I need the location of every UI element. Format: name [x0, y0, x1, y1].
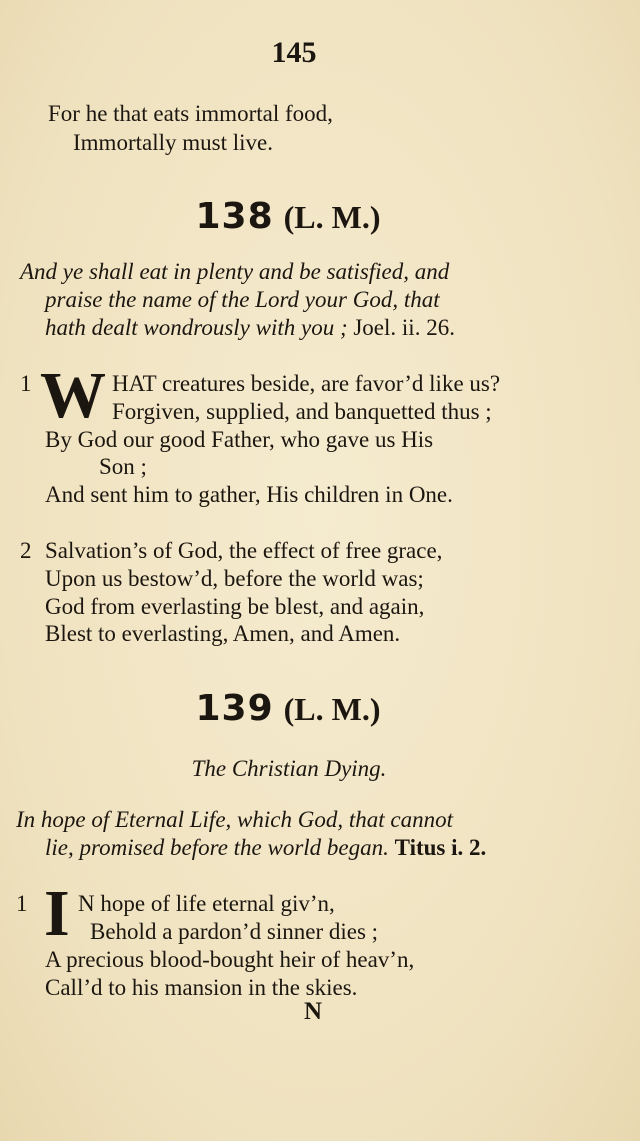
page-number: 145 — [271, 36, 317, 69]
hymn-138-stanza-2-number: 2 — [20, 538, 32, 563]
hymn-139-epigraph-reference: Titus i. 2. — [394, 835, 487, 860]
hymn-139-stanza-1-number: 1 — [16, 891, 28, 916]
hymn-139-meter: (L. M.) — [283, 691, 381, 727]
hymn-138-stanza-1-line-5: And sent him to gather, His children in One. — [45, 482, 453, 507]
hymn-138-epigraph-text-3: hath dealt wondrously with you ; — [45, 315, 348, 340]
hymn-138-stanza-2-line-2: Upon us bestow’d, before the world was; — [45, 566, 424, 591]
hymn-139-stanza-1-line-2: Behold a pardon’d sinner dies ; — [90, 919, 379, 944]
hymn-138-heading — [0, 196, 576, 237]
hymn-138-epigraph-line-1: And ye shall eat in plenty and be satisfied, and — [20, 259, 450, 284]
hymn-139-stanza-1-line-1: N hope of life eternal giv’n, — [78, 891, 335, 916]
hymn-138-drop-cap: W — [40, 359, 106, 432]
hymn-138-stanza-2-line-3: God from everlasting be blest, and again, — [45, 594, 425, 619]
hymn-139-stanza-1-line-4: Call’d to his mansion in the skies. — [45, 975, 358, 1000]
hymn-139-drop-cap: I — [44, 877, 70, 950]
hymn-139-stanza-1-line-3: A precious blood-bought heir of heav’n, — [45, 947, 415, 972]
hymn-139-title: The Christian Dying. — [191, 756, 387, 781]
hymn-139-epigraph-line-2 — [45, 834, 486, 862]
hymn-138-epigraph-line-2: praise the name of the Lord your God, that — [45, 287, 440, 312]
hymn-138-epigraph-line-3 — [45, 314, 455, 342]
signature-mark: N — [303, 998, 323, 1025]
hymn-139-number: 139 — [195, 688, 274, 729]
hymn-138-meter: (L. M.) — [283, 199, 381, 235]
hymn-138-stanza-1-line-1: HAT creatures beside, are favor’d like us? — [112, 371, 501, 396]
hymn-138-stanza-1-line-3: By God our good Father, who gave us His — [45, 427, 434, 452]
hymn-138-number: 138 — [195, 196, 274, 237]
hymn-139-heading — [0, 688, 576, 729]
hymn-139-epigraph-line-1: In hope of Eternal Life, which God, that cannot — [16, 807, 453, 832]
continuation-line-2: Immortally must live. — [73, 130, 273, 155]
hymn-138-stanza-1-line-4: Son ; — [99, 454, 147, 479]
hymn-138-stanza-1-line-2: Forgiven, supplied, and banquetted thus ; — [112, 399, 492, 424]
continuation-line-1: For he that eats immortal food, — [48, 101, 333, 126]
hymn-138-stanza-1-number: 1 — [20, 371, 32, 396]
hymn-138-stanza-2-line-4: Blest to everlasting, Amen, and Amen. — [45, 621, 401, 646]
hymn-138-epigraph-reference: Joel. ii. 26. — [353, 315, 455, 340]
hymn-138-stanza-2-line-1: Salvation’s of God, the effect of free grace, — [45, 538, 443, 563]
hymn-139-epigraph-text-2: lie, promised before the world began. — [45, 835, 389, 860]
